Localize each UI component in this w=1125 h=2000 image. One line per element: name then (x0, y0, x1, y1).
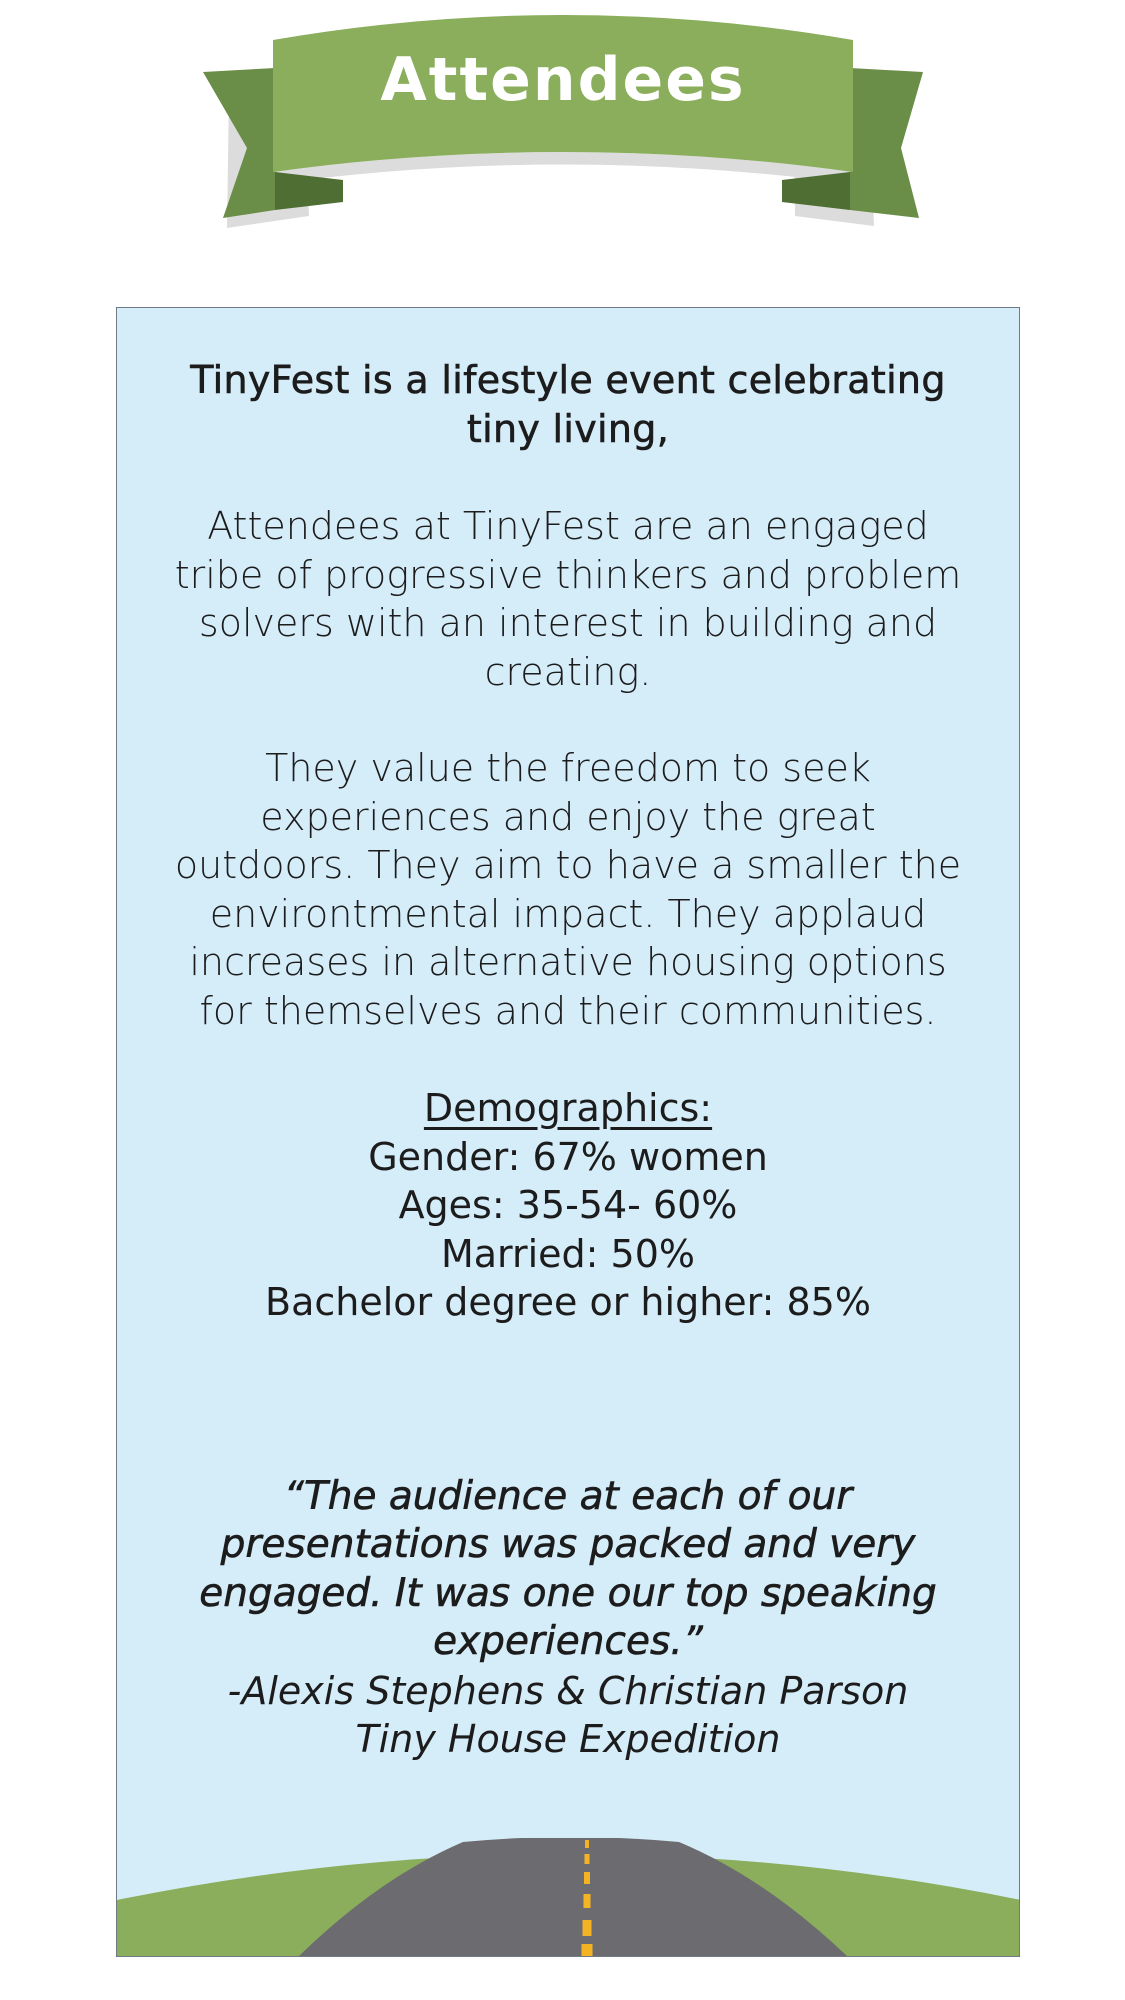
demographics-heading: Demographics: (423, 1086, 713, 1130)
attendee-info-panel (116, 307, 1020, 1957)
banner-title: Attendees (380, 45, 746, 115)
demographics-list (117, 1084, 1019, 1327)
attendees-ribbon-banner (195, 0, 930, 240)
panel-content (117, 308, 1019, 1764)
road-surface (299, 1838, 847, 1956)
lead-statement: TinyFest is a lifestyle event celebrating tiny living, (190, 358, 946, 451)
demographic-married: Married: 50% (440, 1231, 696, 1276)
demographic-education: Bachelor degree or higher: 85% (265, 1280, 871, 1324)
demographic-gender: Gender: 67% women (368, 1134, 768, 1179)
testimonial-attribution-org: Tiny House Expedition (355, 1717, 781, 1761)
road-illustration (117, 1838, 1020, 1956)
attendee-values: They value the freedom to seek experiences and enjoy the great outdoors. They aim to have a smaller the environtmental impact. They applaud increases in alternative housing options for themselves and their communities. (174, 746, 962, 1033)
ribbon-right-tail (850, 68, 923, 218)
demographic-ages: Ages: 35-54- 60% (398, 1183, 738, 1227)
attendee-description: Attendees at TinyFest are an engaged tribe of progressive thinkers and problem solvers with an interest in building and creating. (174, 504, 962, 694)
testimonial-attribution-names: -Alexis Stephens & Christian Parson (227, 1668, 909, 1713)
testimonial-quote: “The audience at each of our presentations was packed and very engaged. It was one our top speaking experiences.” (199, 1473, 937, 1664)
